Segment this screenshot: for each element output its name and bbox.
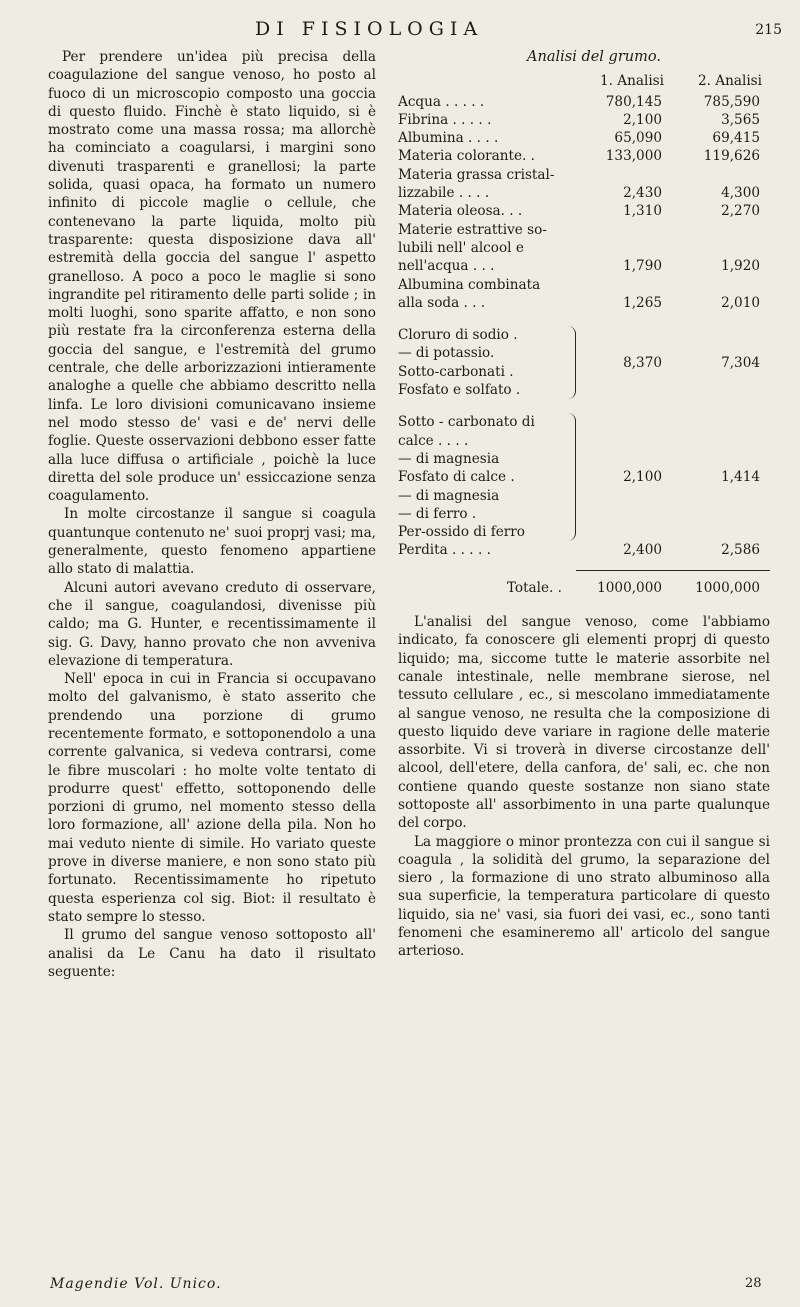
group-label: — di magnesia [398,450,500,467]
row-label: Materie estrattive so- [398,221,547,238]
value-analysis-1 [576,221,672,239]
table-row [398,276,770,294]
page-header [0,18,800,48]
table-row [398,93,770,111]
brace [567,326,576,399]
row-label: lizzabile . . . . [398,185,490,202]
table-row-loss [398,541,770,559]
table-spacer [398,312,770,326]
table-row [398,294,770,312]
group-label: Sotto - carbonato di [398,414,535,431]
value-analysis-1: 1,790 [623,258,662,275]
running-title: DI FISIOLOGIA [255,18,484,40]
value-analysis-1: 2,400 [623,542,662,559]
group-label: calce . . . . [398,432,469,449]
value-analysis-2: 2,010 [721,294,760,311]
value-analysis-2 [672,166,770,184]
table-group-salts [398,326,770,399]
value-analysis-2: 785,590 [703,93,760,110]
paragraph: In molte circostanze il sangue si coagula quantunque contenuto ne' suoi proprj vasi; ma, generalmente, questo fenomeno appartiene allo stato di malattia. [48,506,376,578]
value-analysis-2 [672,239,770,257]
brace [567,413,576,541]
value-analysis-2 [672,221,770,239]
row-label: Albumina combinata [398,276,541,293]
value-analysis-2: 4,300 [721,185,760,202]
group-label: Sotto-carbonati . [398,363,514,380]
value-analysis-1: 65,090 [614,130,662,147]
table-row [398,202,770,220]
value-analysis-1: 8,370 [623,354,662,371]
signature-mark: 28 [745,1276,762,1291]
table-group-carbonates [398,413,770,541]
group-labels [398,413,576,541]
row-label: lubili nell' alcool e [398,239,524,256]
signature-line: Magendie Vol. Unico. [50,1276,222,1292]
right-prose [398,613,770,961]
value-analysis-2: 119,626 [703,148,760,165]
table-row [398,184,770,202]
table-row [398,147,770,165]
group-label: — di magnesia [398,487,500,504]
row-label: Materia grassa cristal- [398,166,555,183]
left-column [48,48,376,981]
group-label: Fosfato di calce . [398,469,515,486]
group-labels [398,326,576,399]
value-analysis-2: 1,920 [721,258,760,275]
value-analysis-2: 1,414 [721,469,760,486]
value-analysis-2: 7,304 [721,354,760,371]
total-rule [576,570,770,571]
value-analysis-2: 69,415 [712,130,760,147]
table-row [398,239,770,257]
table-title: Analisi del grumo. [527,49,661,65]
table-header-spacer [398,72,576,90]
paragraph: L'analisi del sangue venoso, come l'abbiamo indicato, fa conoscere gli elementi proprj di questo liquido; ma, siccome tutte le materie assorbite nel canale intestinale, nelle membrane sierose, nel tessuto cellulare , ec., si mescolano immediatamente al sangue venoso, ne resulta che la composizione di questo liquido deve variare in ragione delle materie assorbite. Vi si troverà in diverse circostanze dell' alcool, dell'etere, della canfora, de' sali, ec. che non contiene quando queste sostanze non siano state sottoposte all' assorbimento in una parte qualunque del corpo. [398,614,770,832]
value-analysis-2 [672,276,770,294]
value-analysis-2: 2,270 [721,203,760,220]
table-row [398,257,770,275]
value-analysis-2: 1000,000 [695,579,760,596]
group-label: — di potassio. [398,345,495,362]
value-analysis-1: 1000,000 [597,579,662,596]
paragraph: Per prendere un'idea più precisa della coagulazione del sangue venoso, ho posto al fuoco di un microscopio composto una goccia di questo fluido. Finchè è stato liquido, si è mostrato come una massa rossa; ma allorchè ha cominciato a coagularsi, i margini sono divenuti trasparenti e granellosi; la parte solida, quasi opaca, ha formato un numero infinito di piccole maglie o cellule, che contenevano la parte liquida, molto più trasparente: questa disposizione dava all' estremità della goccia del sangue l' aspetto granelloso. A poco a poco le maglie si sono ingrandite pel ritiramento delle parti solide ; in molti luoghi, sono sparite affatto, e non sono più restate fra la circonferenza esterna della goccia del sangue, e l'estremità del grumo centrale, che delle arborizzazioni intieramente analoghe a quelle che abbiamo descritto nella linfa. Le loro divisioni comunicavano insieme nel modo stesso de' vasi e de' nervi delle foglie. Queste osservazioni debbono esser fatte alla luce diffusa o artificiale , poichè la luce diretta del sole produce un' essiccazione senza coagulamento. [48,49,376,505]
column-header-analysis-2: 2. Analisi [698,73,762,90]
row-label: Acqua . . . . . [398,93,485,110]
table-row [398,221,770,239]
row-label: Totale. . [506,579,562,596]
column-header-analysis-1: 1. Analisi [600,73,664,90]
value-analysis-1: 2,430 [623,185,662,202]
group-label: — di ferro . [398,505,477,522]
table-row [398,166,770,184]
value-analysis-1: 1,310 [623,203,662,220]
row-label: Materia oleosa. . . [398,203,523,220]
group-label: Per-ossido di ferro [398,524,525,541]
value-analysis-1: 133,000 [605,148,662,165]
right-column [398,48,770,961]
value-analysis-1: 780,145 [605,93,662,110]
value-analysis-1 [576,166,672,184]
paragraph: Nell' epoca in cui in Francia si occupavano molto del galvanismo, è stato asserito che prendendo una porzione di grumo recentemente formato, e sottoponendolo a una corrente galvanica, si vedeva contrarsi, come le fibre muscolari : ho molte volte tentato di produrre quest' effetto, sottoponendo delle porzioni di grumo, nel momento stesso della loro formazione, all' azione della pila. Non ho mai veduto niente di simile. Ho variato queste prove in diverse maniere, e non sono stato più fortunato. Recentissimamente ho ripetuto questa esperienza col sig. Biot: il resultato è stato sempre lo stesso. [48,671,376,925]
table-header [398,72,770,90]
row-label: Materia colorante. . [398,148,535,165]
paragraph: La maggiore o minor prontezza con cui il sangue si coagula , la solidità del grumo, la separazione del siero , la formazione di uno strato albuminoso alla sua superficie, la temperatura particolare di questo liquido, sia ne' vasi, sia fuori dei vasi, ec., sono tanti fenomeni che esamineremo all' articolo del sangue arterioso. [398,833,770,960]
table-body [398,93,770,597]
row-label: alla soda . . . [398,294,486,311]
table-row-total [398,579,770,597]
table-row [398,111,770,129]
row-label: nell'acqua . . . [398,258,495,275]
table-row [398,129,770,147]
value-analysis-1: 1,265 [623,294,662,311]
row-label: Fibrina . . . . . [398,111,492,128]
value-analysis-1: 2,100 [623,469,662,486]
paragraph: Alcuni autori avevano creduto di osservare, che il sangue, coagulandosi, divenisse più caldo; ma G. Hunter, e recentissimamente il sig. G. Davy, hanno provato che non avveniva elevazione di temperatura. [48,579,376,669]
row-label: Perdita . . . . . [398,542,491,559]
paragraph: Il grumo del sangue venoso sottoposto all' analisi da Le Canu ha dato il risultato seguente: [48,927,376,980]
value-analysis-1 [576,276,672,294]
value-analysis-2: 3,565 [721,111,760,128]
group-label: Cloruro di sodio . [398,327,518,344]
group-label: Fosfato e solfato . [398,382,521,399]
table-spacer [398,399,770,413]
value-analysis-2: 2,586 [721,542,760,559]
row-label: Albumina . . . . [398,130,499,147]
value-analysis-1: 2,100 [623,111,662,128]
page-number: 215 [755,22,782,38]
value-analysis-1 [576,239,672,257]
